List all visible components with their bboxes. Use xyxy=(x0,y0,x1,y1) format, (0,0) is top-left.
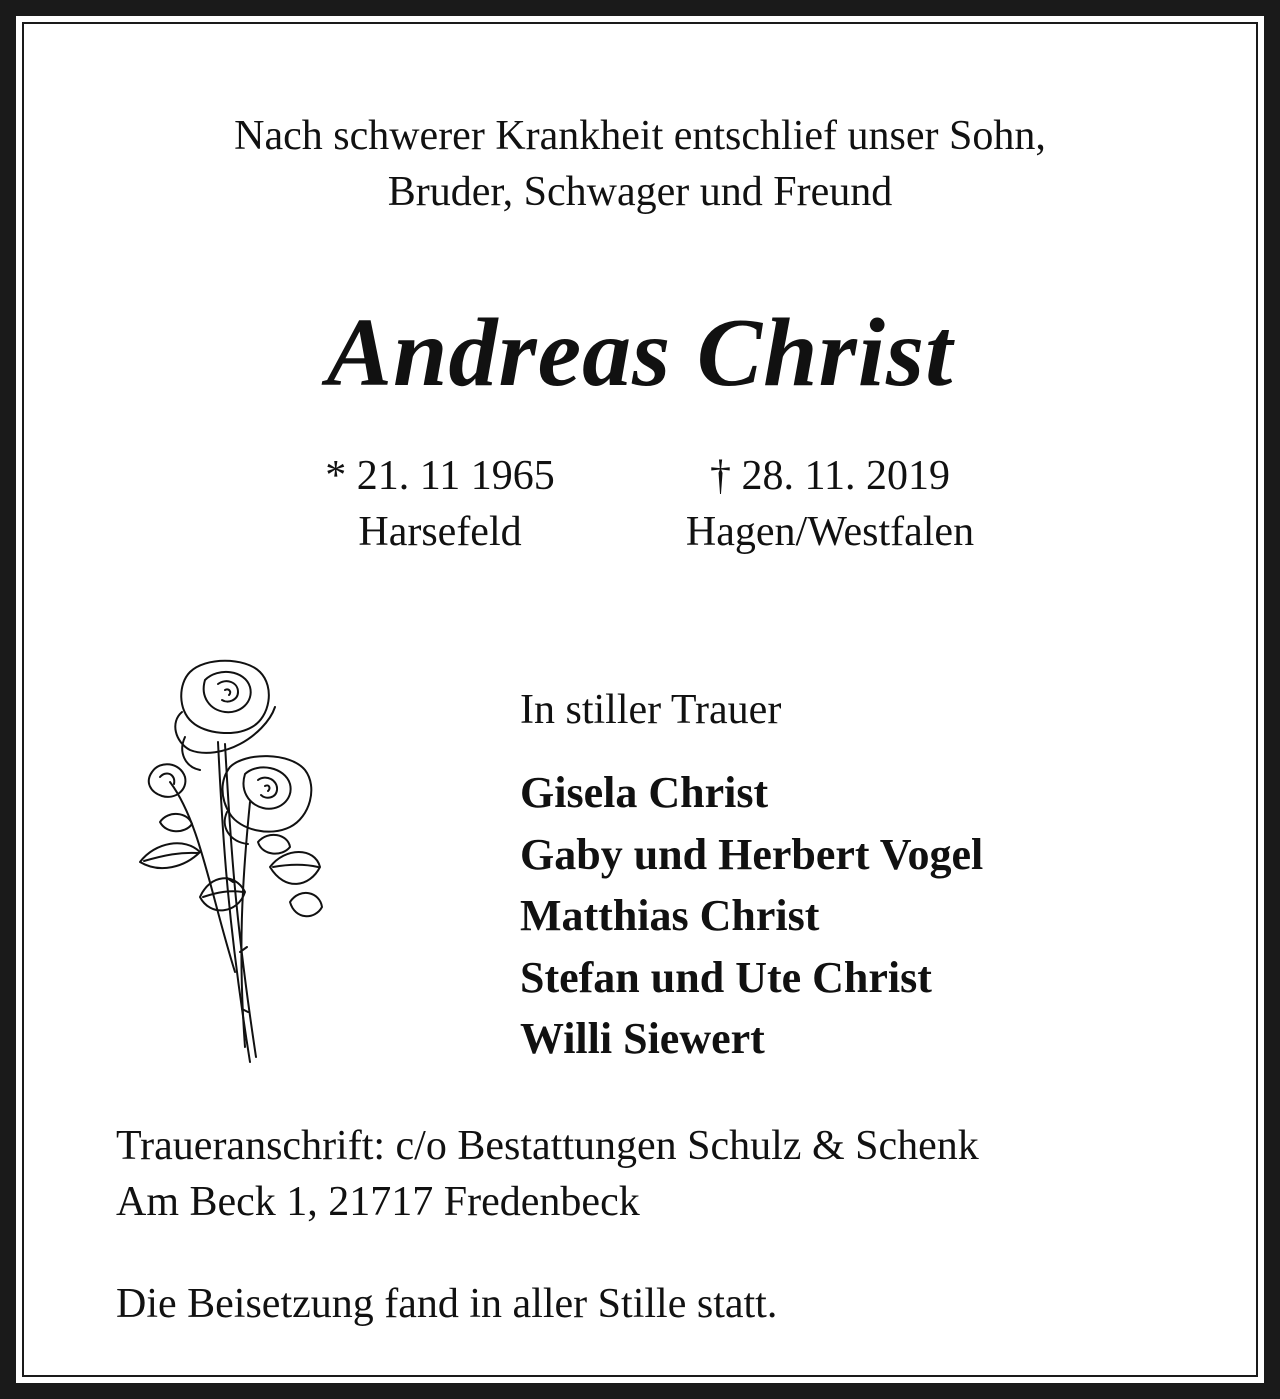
address-line-1: Traueranschrift: c/o Bestattungen Schulz & Schenk xyxy=(116,1123,979,1169)
family-list xyxy=(520,762,983,1070)
birth-date: * 21. 11 1965 xyxy=(325,453,555,499)
burial-note: Die Beisetzung fand in aller Stille statt. xyxy=(116,1281,778,1327)
rose-icon xyxy=(130,652,330,1072)
deceased-name: Andreas Christ xyxy=(326,299,954,407)
family-member: Matthias Christ xyxy=(520,891,820,940)
family-member: Willi Siewert xyxy=(520,1014,765,1063)
intro-text xyxy=(0,108,1280,220)
death-date: † 28. 11. 2019 xyxy=(710,453,950,499)
intro-line-1: Nach schwerer Krankheit entschlief unser Sohn, xyxy=(234,113,1046,159)
family-member: Gisela Christ xyxy=(520,768,769,817)
family-member: Stefan und Ute Christ xyxy=(520,952,932,1002)
mourning-heading: In stiller Trauer xyxy=(520,687,782,733)
death-info xyxy=(650,448,1010,560)
mourning-address xyxy=(116,1118,979,1230)
birth-place: Harsefeld xyxy=(358,509,522,555)
birth-info xyxy=(300,448,580,560)
intro-line-2: Bruder, Schwager und Freund xyxy=(387,169,893,215)
address-line-2: Am Beck 1, 21717 Fredenbeck xyxy=(116,1179,640,1225)
family-member: Gaby und Herbert Vogel xyxy=(520,829,984,879)
death-place: Hagen/Westfalen xyxy=(685,509,975,555)
